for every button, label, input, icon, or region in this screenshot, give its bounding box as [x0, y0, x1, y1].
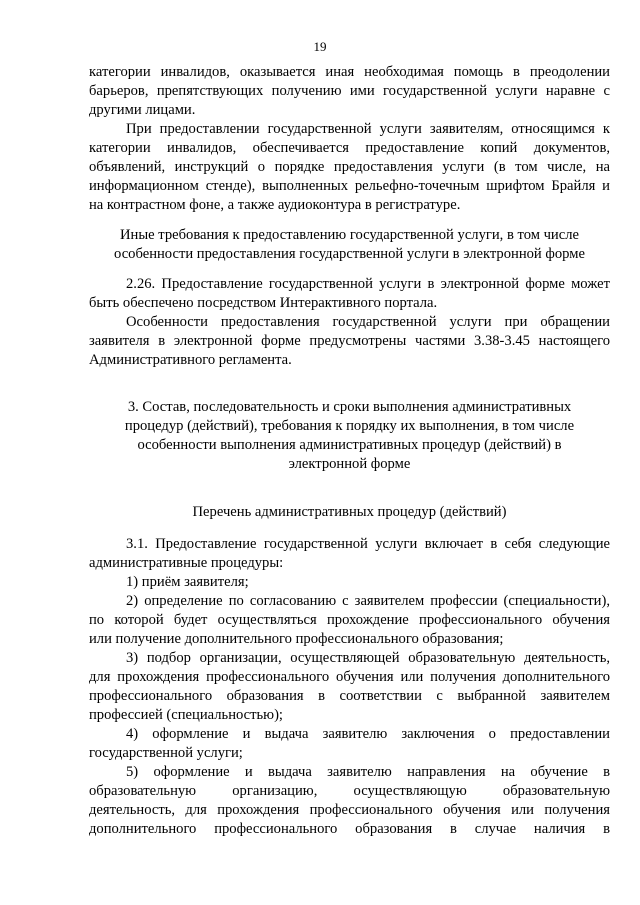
list-item-line: по которой будет осуществляться прохождение профессионального обучения — [89, 612, 610, 628]
paragraph-line: объявлений, инструкций о порядке предоставления услуги (в том числе, на — [89, 159, 610, 175]
chapter-heading-line: процедур (действий), требования к порядку их выполнения, в том числе — [124, 418, 575, 434]
list-item-line: дополнительного профессионального образования в случае наличия в — [89, 821, 610, 837]
section-heading-line: Иные требования к предоставлению государственной услуги, в том числе — [120, 227, 579, 243]
list-item-line: для прохождения профессионального обучения или получения дополнительного — [89, 669, 610, 685]
list-item-line: профессией (специальностью); — [89, 707, 283, 723]
paragraph-line: категории инвалидов, оказывается иная необходимая помощь в преодолении — [89, 64, 610, 80]
paragraph-line: категории инвалидов, обеспечивается предоставление копий документов, — [89, 140, 610, 156]
paragraph-line: Административного регламента. — [89, 352, 292, 368]
list-item-line: 4) оформление и выдача заявителю заключения о предоставлении — [126, 726, 610, 742]
paragraph-line: При предоставлении государственной услуги заявителям, относящимся к — [126, 121, 610, 137]
list-item: 1) приём заявителя; — [126, 574, 249, 590]
paragraph-line: быть обеспечено посредством Интерактивного портала. — [89, 295, 438, 311]
paragraph-line: другими лицами. — [89, 102, 196, 118]
list-item-line: 3) подбор организации, осуществляющей образовательную деятельность, — [126, 650, 610, 666]
page-number: 19 — [313, 39, 327, 54]
paragraph-line: 3.1. Предоставление государственной услуги включает в себя следующие — [126, 536, 610, 552]
list-item-line: 2) определение по согласованию с заявителем профессии (специальности), — [126, 593, 610, 609]
list-item-line: образовательную организацию, осуществляющую образовательную — [89, 783, 610, 799]
subsection-heading: Перечень административных процедур (действий) — [192, 504, 507, 520]
paragraph-line: 2.26. Предоставление государственной услуги в электронной форме может — [126, 276, 610, 292]
list-item-line: 5) оформление и выдача заявителю направления на обучение в — [126, 764, 610, 780]
list-item-line: деятельность, для прохождения профессионального обучения или получения — [89, 802, 610, 818]
chapter-heading-line: особенности выполнения административных процедур (действий) в — [137, 437, 562, 453]
list-item-line: профессионального образования в соответствии с выбранной заявителем — [89, 688, 610, 704]
chapter-heading-line: электронной форме — [288, 456, 411, 472]
chapter-heading-line: 3. Состав, последовательность и сроки выполнения административных — [127, 399, 572, 415]
paragraph-line: административные процедуры: — [89, 555, 284, 571]
list-item-line: или получение дополнительного профессионального образования; — [89, 631, 504, 647]
section-heading-line: особенности предоставления государственной услуги в электронной форме — [114, 246, 585, 262]
paragraph-line: заявителя в электронной форме предусмотрены частями 3.38-3.45 настоящего — [89, 333, 610, 349]
list-item-line: государственной услуги; — [89, 745, 243, 761]
paragraph-line: Особенности предоставления государственной услуги при обращении — [126, 314, 610, 330]
paragraph-line: информационном стенде), выполненных рельефно-точечным шрифтом Брайля и — [89, 178, 610, 194]
paragraph-line: барьеров, препятствующих получению ими государственной услуги наравне с — [89, 83, 610, 99]
paragraph-line: на контрастном фоне, а также аудиоконтура в регистратуре. — [89, 197, 461, 213]
